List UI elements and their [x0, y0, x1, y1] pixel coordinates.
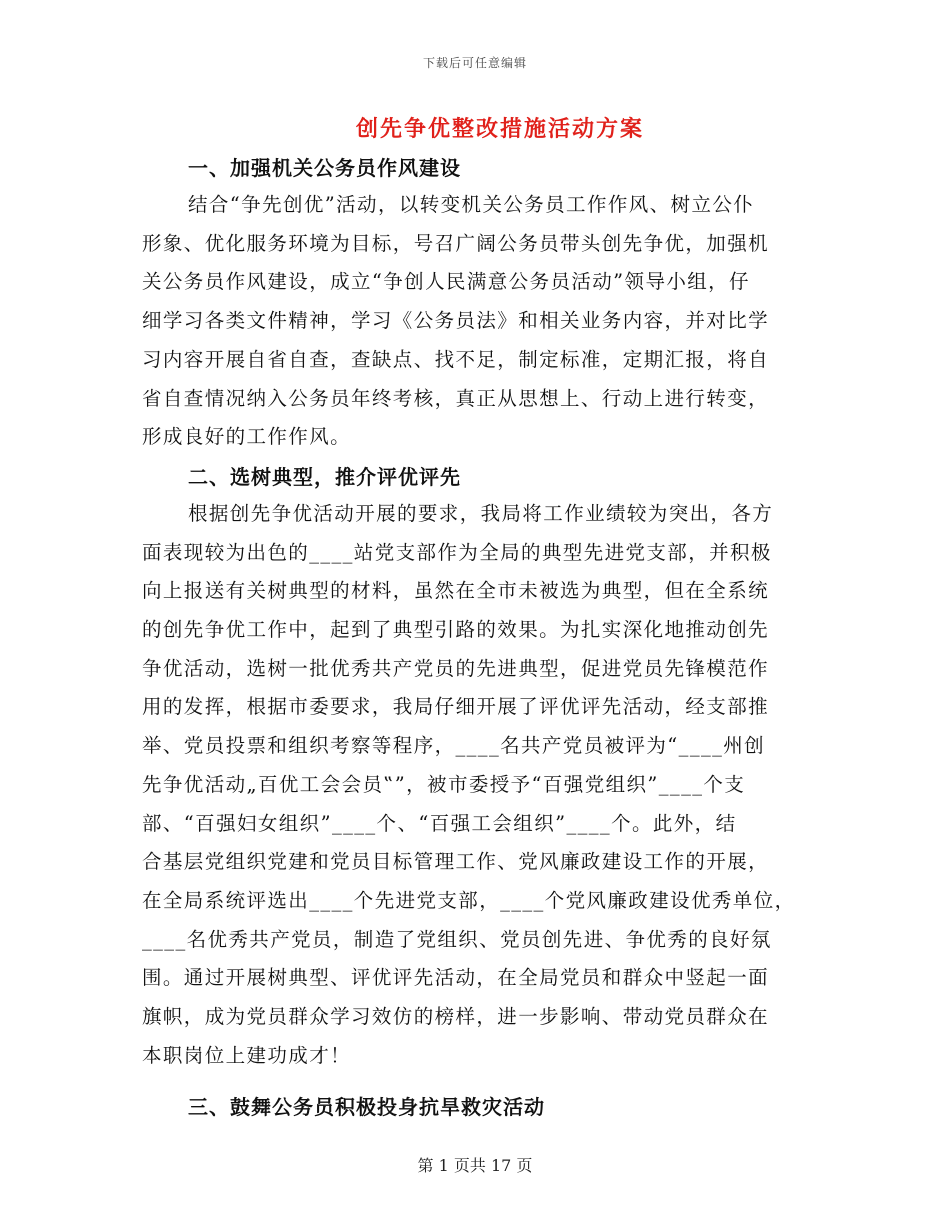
section-2-paragraph — [142, 495, 808, 1076]
text-line: 举、党员投票和组织考察等程序，____名共产党员被评为“____州创 — [142, 734, 766, 758]
text-line: 争优活动，选树一批优秀共产党员的先进典型，促进党员先锋模范作 — [142, 656, 770, 680]
text-line: 细学习各类文件精神，学习《公务员法》和相关业务内容，并对比学 — [142, 309, 770, 333]
document-title: 创先争优整改措施活动方案 — [355, 116, 644, 142]
text-line: 围。通过开展树典型、评优评先活动，在全局党员和群众中竖起一面 — [142, 966, 770, 990]
text-line: 形成良好的工作作风。 — [142, 425, 352, 449]
text-line: 旗帜，成为党员群众学习效仿的榜样，进一步影响、带动党员群众在 — [142, 1005, 770, 1029]
text-line: 部、“百强妇女组织”____个、“百强工会组织”____个。此外，结 — [142, 811, 737, 835]
page-number: 第 1 页共 17 页 — [417, 1156, 533, 1175]
document-body — [142, 150, 808, 1125]
text-line: 本职岗位上建功成才！ — [142, 1043, 352, 1067]
section-1-paragraph — [142, 186, 808, 457]
text-line: 形象、优化服务环境为目标，号召广阔公务员带头创先争优，加强机 — [142, 231, 770, 255]
text-line: 结合“争先创优”活动，以转变机关公务员工作作风、树立公仆 — [188, 193, 755, 216]
text-line: 向上报送有关树典型的材料，虽然在全市未被选为典型，但在全系统 — [142, 579, 770, 603]
section-heading-3: 三、鼓舞公务员积极投身抗旱救灾活动 — [188, 1095, 545, 1120]
text-line: 用的发挥，根据市委要求，我局仔细开展了评优评先活动，经支部推 — [142, 695, 770, 719]
text-line: 在全局系统评选出____个先进党支部，____个党风廉政建设优秀单位， — [142, 888, 796, 912]
text-line: 的创先争优工作中，起到了典型引路的效果。为扎实深化地推动创先 — [142, 618, 770, 642]
text-line: 根据创先争优活动开展的要求，我局将工作业绩较为突出，各方 — [188, 501, 774, 525]
page-header-note: 下载后可任意编辑 — [422, 56, 527, 70]
text-line: 面表现较为出色的____站党支部作为全局的典型先进党支部，并积极 — [142, 540, 772, 564]
text-line: 先争优活动„百优工会会员‟”，被市委授予“百强党组织”____个支 — [142, 772, 746, 796]
text-line: 合基层党组织党建和党员目标管理工作、党风廉政建设工作的开展， — [142, 850, 770, 874]
text-line: 省自查情况纳入公务员年终考核，真正从思想上、行动上进行转变， — [142, 386, 770, 410]
section-heading-2: 二、选树典型，推介评优评先 — [188, 464, 461, 489]
text-line: 关公务员作风建设，成立“争创人民满意公务员活动”领导小组，仔 — [142, 270, 750, 294]
text-line: 习内容开展自省自查，查缺点、找不足，制定标准，定期汇报，将自 — [142, 347, 770, 371]
section-heading-1: 一、加强机关公务员作风建设 — [188, 156, 461, 180]
text-line: ____名优秀共产党员，制造了党组织、党员创先进、争优秀的良好氛 — [142, 927, 772, 951]
